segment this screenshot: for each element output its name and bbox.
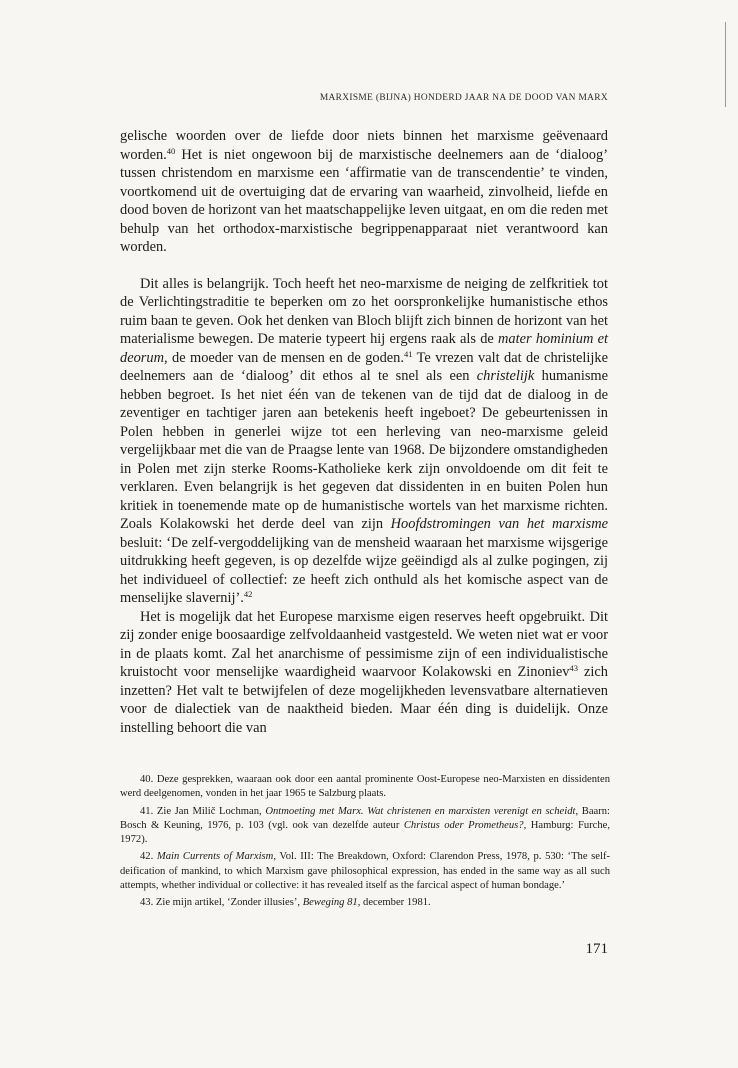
paragraph-2-italic-3: Hoofdstromingen van het marxisme (390, 516, 608, 532)
footnote-ref-40: 40 (166, 145, 176, 156)
footnote-41-text-1: Zie Jan Milič Lochman, (153, 805, 266, 817)
footnote-41-italic-1: Ontmoeting met Marx. Wat christenen en marxisten verenigt en scheidt (265, 805, 576, 817)
footnote-43-text-1: Zie mijn artikel, ‘Zonder illusies’, (153, 897, 303, 909)
footnote-ref-41: 41 (403, 348, 413, 359)
paragraph-2-italic-1: mater hominium et deorum (120, 331, 609, 366)
footnote-41-text-3: , Hamburg: Furche, 1972). (120, 819, 611, 846)
footnote-41-number: 41. (140, 805, 154, 817)
footnote-43-text-2: , december 1981. (357, 897, 431, 909)
paragraph-2-text-1: Dit alles is belangrijk. Toch heeft het neo-marxisme de neiging de zelfkritiek tot de Verlichtingstraditie te beperken om zo het oorspronkelijke humanistische ethos ruim baan te geven. Ook het denken van Bloch blijft zich binnen de horizont van het materialisme bewegen. De materie typeert hij ergens raak als de (120, 275, 608, 347)
footnote-ref-43: 43 (569, 663, 578, 673)
footnote-ref-42: 42 (243, 589, 253, 599)
body-text (120, 127, 608, 737)
footnote-42-number: 42. (140, 851, 154, 863)
page-number: 171 (585, 941, 608, 957)
footnote-40-number: 40. (140, 774, 154, 785)
footnote-42-text-1: , Vol. III: The Breakdown, Oxford: Clarendon Press, 1978, p. 530: ‘The self-deification of mankind, to which Marxism gave philosophical expression, has ended in the same way as all such attempts, whether individual or collective: it has revealed itself as the farcical aspect of human bondage.’ (120, 851, 611, 892)
footnote-41 (120, 805, 610, 848)
running-head: MARXISME (BIJNA) HONDERD JAAR NA DE DOOD VAN MARX (319, 93, 608, 103)
paragraph-2-text-4: humanisme hebben begroet. Is het niet één van de tekenen van de tijd dat de dialoog in de zeventiger en tachtiger jaren aan betekenis heeft ingeboet? De gebeurtenissen in Polen hebben in generlei wijze tot een herleving van neo-marxisme geleid vergelijkbaar met die van de Praagse lente van 1968. De bijzondere omstandigheden in Polen met zijn sterke Rooms-Katholieke kerk zijn onvoldoende om dit feit te verklaren. Even belangrijk is het gegeven dat dissidenten in en buiten Polen hun kritiek in toenemende mate op de humanistische wortels van het marxisme richten. Zoals Kolakowski het derde deel van zijn (120, 368, 608, 532)
footnote-43-italic-1: Beweging 81 (302, 897, 358, 909)
page-edge-line (725, 22, 726, 107)
paragraph-3-text-1: Het is mogelijk dat het Europese marxisme eigen reserves heeft opgebruikt. Dit zij zonder enige boosaardige zelfvoldaanheid vastgesteld. We weten niet wat er voor in de plaats komt. Zal het anarchisme of pessimisme zijn of een individualistische kruistocht voor menselijke waardigheid waarvoor Kolakowski en Zinoniev (120, 608, 608, 680)
footnote-42 (120, 850, 610, 893)
paragraph-1-text: gelische woorden over de liefde door niets binnen het marxisme geëvenaard worden. (120, 128, 608, 163)
paragraph-2-text-2: , de moeder van de mensen en de goden. (163, 349, 404, 366)
paragraph-1 (120, 127, 608, 257)
footnote-40-text: Deze gesprekken, waaraan ook door een aantal prominente Oost-Europese neo-Marxisten en dissidenten werd deelgenomen, vonden in het jaar 1965 te Salzburg plaats. (120, 774, 610, 800)
footnote-40 (120, 773, 610, 802)
paragraph-3 (120, 608, 608, 738)
paragraph-2-text-3: Te vrezen valt dat de christelijke deelnemers aan de ‘dialoog’ dit ethos al te snel als een (120, 349, 608, 384)
footnote-41-text-2: , Baarn: Bosch & Keuning, 1976, p. 103 (vgl. ook van dezelfde auteur (120, 805, 610, 831)
paragraph-2-italic-2: christelijk (476, 368, 535, 384)
footnote-41-italic-2: Christus oder Prometheus? (403, 819, 524, 831)
paragraph-2-text-5: besluit: ‘De zelf-vergoddelijking van de mensheid waaraan het marxisme wijsgerige uitdrukking heeft gegeven, is op dezelfde wijze geëindigd als al zulke pogingen, zij het individueel of collectief: ze heeft zich onthuld als het komische aspect van de menselijke slavernij’. (120, 534, 608, 606)
footnote-43 (120, 896, 610, 910)
footnote-43-number: 43. (140, 897, 154, 909)
footnote-42-italic-1: Main Currents of Marxism (153, 851, 274, 863)
paragraph-3-text-2: zich inzetten? Het valt te betwijfelen of deze mogelijkheden levensvatbare alternatieven voor de dialectiek van de naaktheid bieden. Maar één ding is duidelijk. Onze instelling behoort die van (120, 664, 608, 736)
paragraph-1-text-cont: Het is niet ongewoon bij de marxistische deelnemers aan de ‘dialoog’ tussen christendom en marxisme een ‘affirmatie van de transcendentie’ te vinden, voortkomend uit de overtuiging dat de ervaring van waarheid, zinvolheid, liefde en dood boven de horizont van het maatschappelijke leven uitgaat, en om die reden met behulp van het orthodox-marxistische begrippenapparaat niet verantwoord kan worden. (120, 146, 608, 255)
footnotes (120, 773, 610, 914)
paragraph-2 (120, 275, 608, 608)
